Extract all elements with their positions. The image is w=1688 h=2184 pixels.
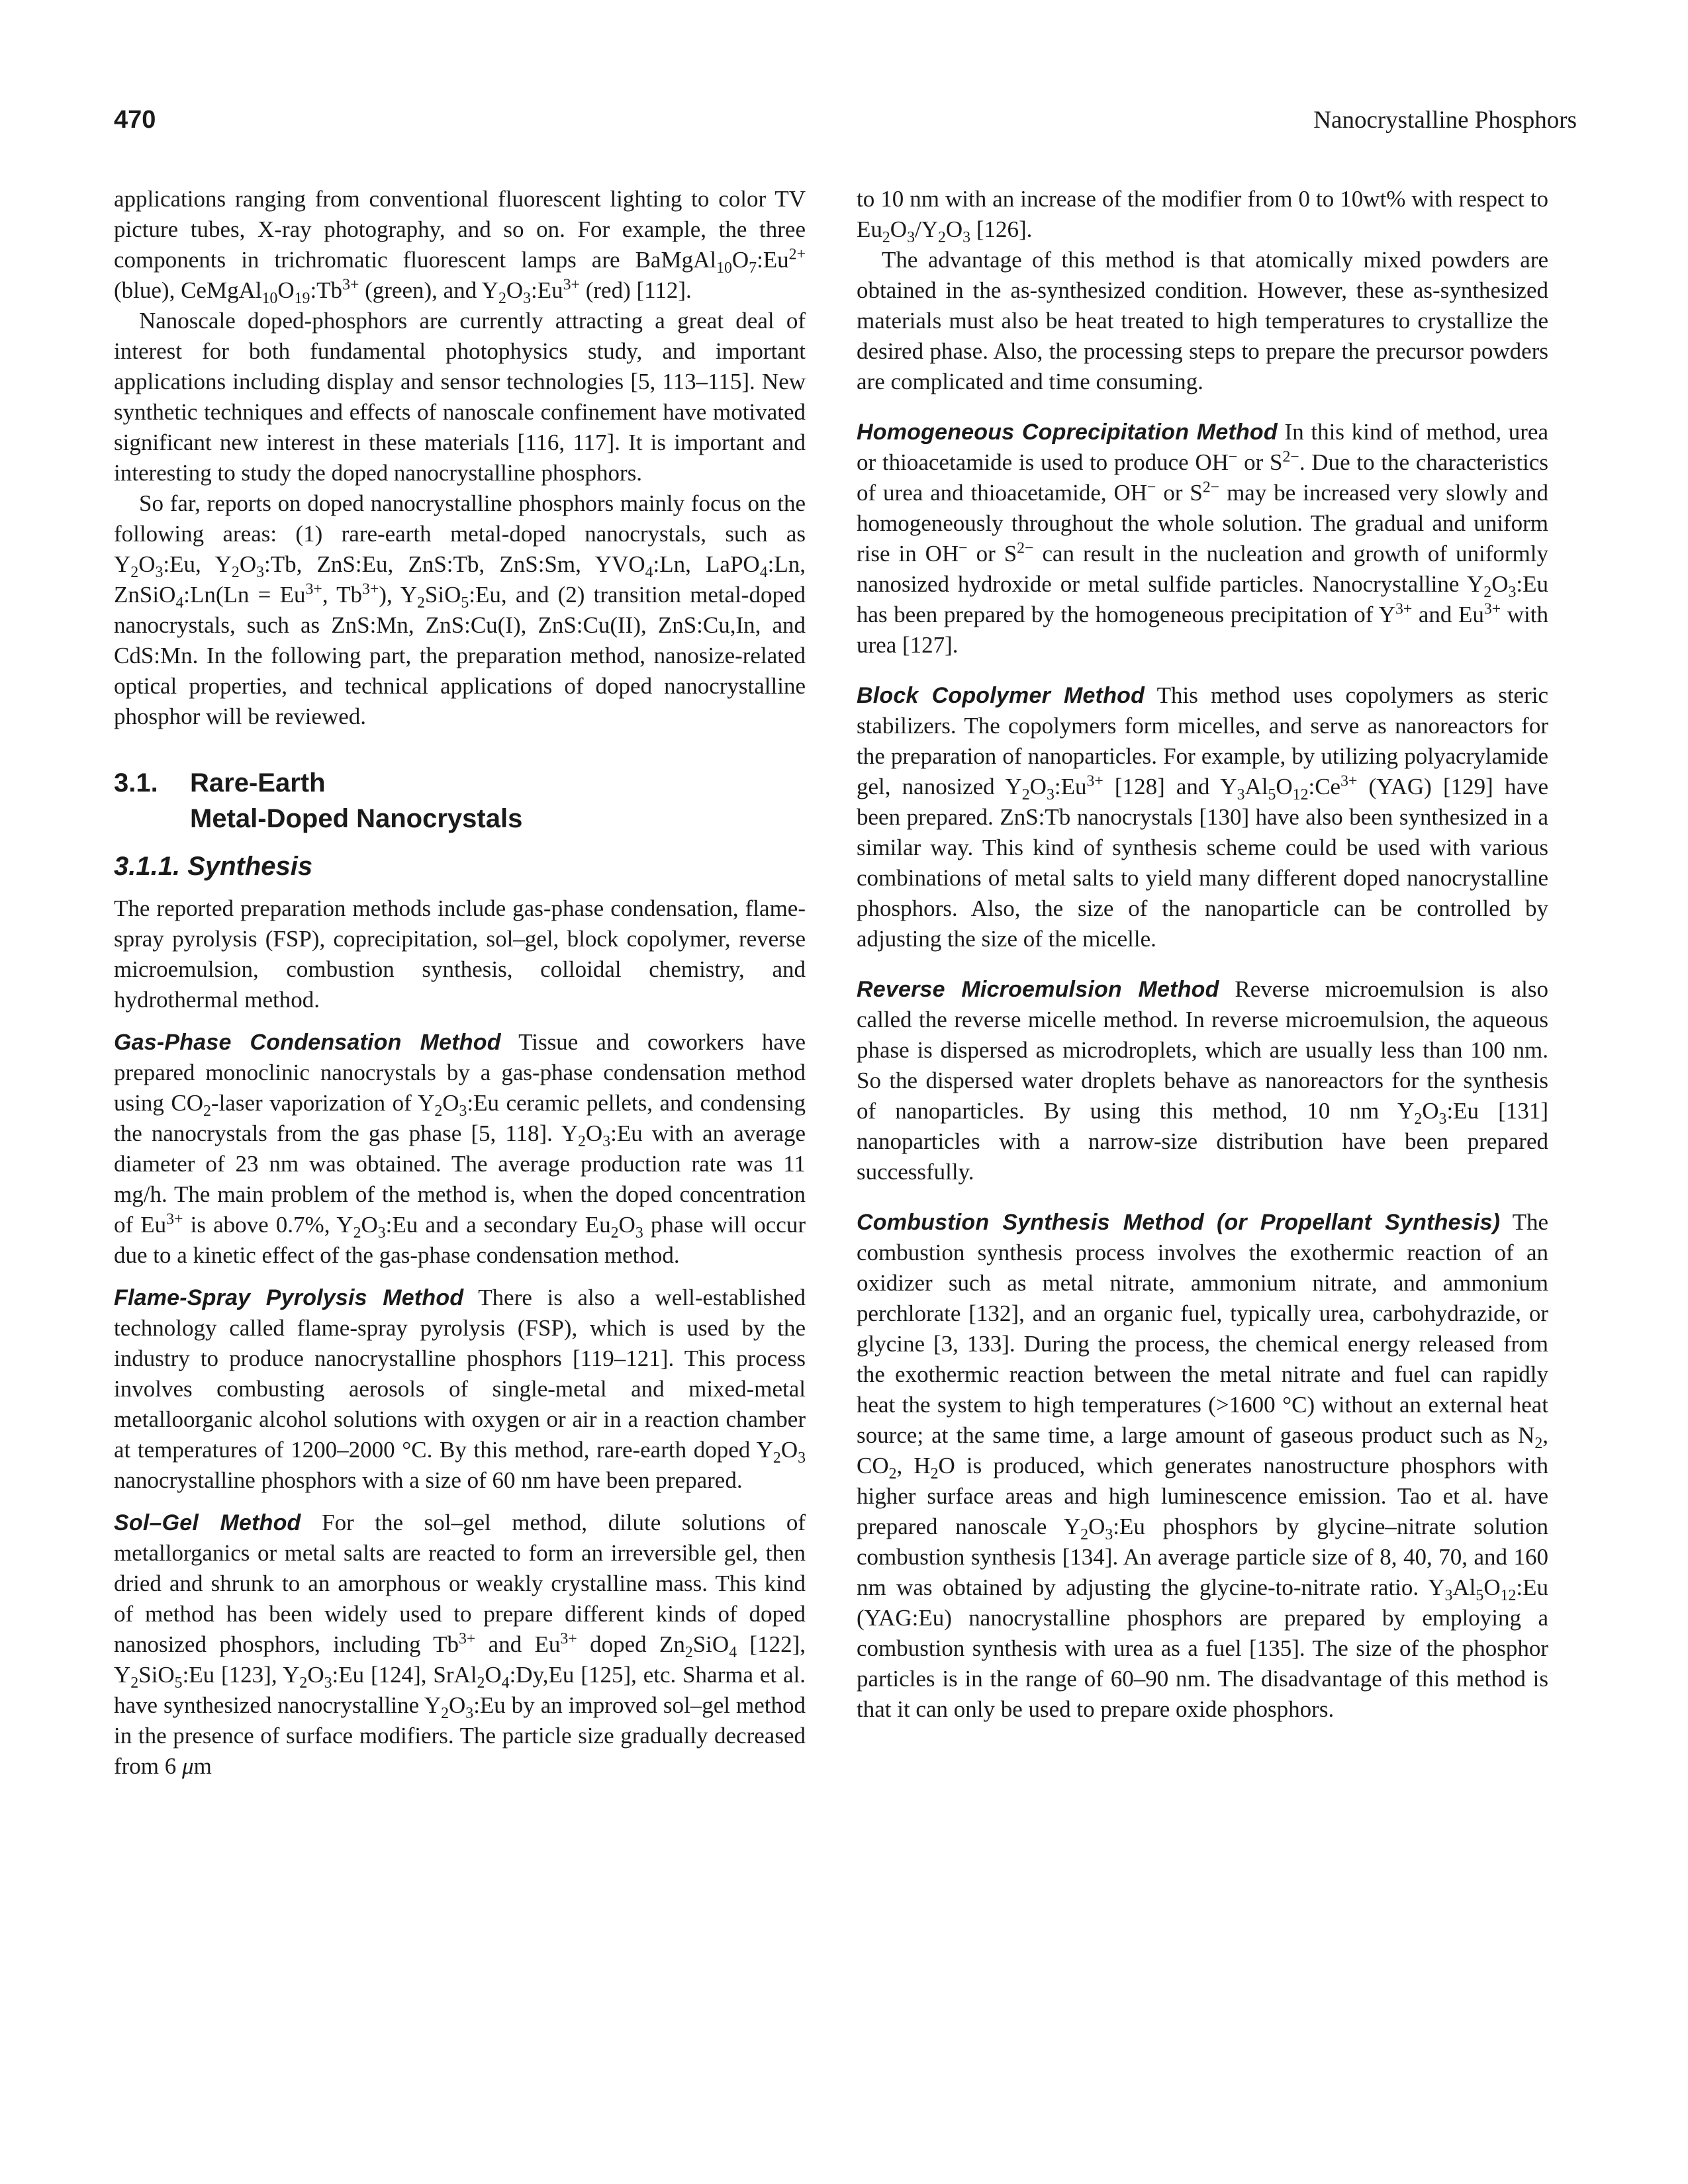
section-title-line1: Rare-Earth [190,768,326,797]
paragraph: applications ranging from conventional fluorescent lighting to color TV picture tubes, X-ray photography, and so on. For example, the three components in trichromatic fluorescent lamps are $BaMgAl_{10}O_7:Eu^{2+}$ (blue), $CeMgAl_{10}O_{19}:Tb^{3+}$ (green), and $Y_2O_3:Eu^{3+}$ (red) [112]. [114,186,806,307]
run-in-heading: Homogeneous Coprecipitation Method [857,420,1278,445]
section-heading [114,765,806,837]
paragraph: Homogeneous Coprecipitation Method In this kind of method, urea or thioacetamide is used to produce OH− or $S^{2-}$. Due to the characteristics of urea and thioacetamide, OH− or $S^{2-}$ may be increased very slowly and homogeneously throughout the whole solution. The gradual and uniform rise in OH− or $S^{2-}$ can result in the nucleation and growth of uniformly nanosized hydroxide or metal sulfide particles. Nanocrystalline $Y_2O_3:Eu$ has been prepared by the homogeneous precipitation of $Y^{3+}$ and $Eu^{3+}$ with urea [127]. [857,419,1549,658]
paragraph: The reported preparation methods include gas-phase condensation, flame-spray pyrolysis (FSP), coprecipitation, sol–gel, block copolymer, reverse microemulsion, combustion synthesis, colloidal chemistry, and hydrothermal method. [114,895,806,1013]
run-in-heading: Flame-Spray Pyrolysis Method [114,1285,464,1310]
right-column [857,184,1548,1725]
run-in-heading: Gas-Phase Condensation Method [114,1030,501,1055]
paragraph: Sol–Gel Method For the sol–gel method, dilute solutions of metallorganics or metal salts are reacted to form an irreversible gel, then dried and shrunk to an amorphous or weakly crystalline mass. This kind of method has been widely used to prepare different kinds of doped nanosized phosphors, including $Tb^{3+}$ and $Eu^{3+}$ doped $Zn_2SiO_4$ [122], $Y_2SiO_5:Eu$ [123], $Y_2O_3:Eu$ [124], $SrAl_2O_4:Dy,Eu$ [125], etc. Sharma et al. have synthesized nanocrystalline $Y_2O_3:Eu$ by an improved sol–gel method in the presence of surface modifiers. The particle size gradually decreased from 6 μm [114,1510,806,1779]
run-in-heading: Reverse Microemulsion Method [857,977,1219,1002]
paragraph: So far, reports on doped nanocrystalline phosphors mainly focus on the following areas: (1) rare-earth metal-doped nanocrystals, such as $Y_2O_3:Eu$, $Y_2O_3:Tb$, ZnS:Eu, ZnS:Tb, ZnS:Sm, $YVO_4:Ln$, LaPO$_4$:Ln, ZnSiO$_4$:Ln(Ln = $Eu^{3+}$, $Tb^{3+}$), $Y_2SiO_5:Eu$, and (2) transition metal-doped nanocrystals, such as ZnS:Mn, ZnS:Cu(I), ZnS:Cu(II), ZnS:Cu,In, and CdS:Mn. In the following part, the preparation method, nanosize-related optical properties, and technical applications of doped nanocrystalline phosphor will be reviewed. [114,490,806,729]
subsection-heading: 3.1.1. Synthesis [114,852,313,881]
paragraph: The advantage of this method is that atomically mixed powders are obtained in the as-synthesized condition. However, these as-synthesized materials must also be heat treated to high temperatures to crystallize the desired phase. Also, the processing steps to prepare the precursor powders are complicated and time consuming. [857,247,1548,394]
paragraph: Flame-Spray Pyrolysis Method There is also a well-established technology called flame-spray pyrolysis (FSP), which is used by the industry to produce nanocrystalline phosphors [119–121]. This process involves combusting aerosols of single-metal and mixed-metal metalloorganic alcohol solutions with oxygen or air in a reaction chamber at temperatures of 1200–2000 °C. By this method, rare-earth doped $Y_2O_3$ nanocrystalline phosphors with a size of 60 nm have been prepared. [114,1285,806,1493]
run-in-heading: Combustion Synthesis Method [857,1210,1204,1235]
paragraph: Combustion Synthesis Method (or Propellant Synthesis) The combustion synthesis process involves the exothermic reaction of an oxidizer such as metal nitrate, ammonium nitrate, and ammonium perchlorate [132], and an organic fuel, typically urea, carbohydrazide, or glycine [3, 133]. During the process, the chemical energy released from the exothermic reaction between the metal nitrate and fuel can rapidly heat the system to high temperatures (>1600 °C) without an external heat source; at the same time, a large amount of gaseous product such as $N_2$, $CO_2$, $H_2O$ is produced, which generates nanostructure phosphors with higher surface areas and high luminescence emission. Tao et al. have prepared nanoscale $Y_2O_3:Eu$ phosphors by glycine–nitrate solution combustion synthesis [134]. An average particle size of 8, 40, 70, and 160 nm was obtained by adjusting the glycine-to-nitrate ratio. $Y_3Al_5O_{12}:Eu$ (YAG:Eu) nanocrystalline phosphors are prepared by employing a combustion synthesis with urea as a fuel [135]. The size of the phosphor particles is in the range of 60–90 nm. The disadvantage of this method is that it can only be used to prepare oxide phosphors. [857,1209,1548,1722]
section-number: 3.1. [114,768,158,797]
run-in-heading-alt: or Propellant Synthesis [1224,1210,1493,1235]
paragraph: to 10 nm with an increase of the modifier from 0 to 10wt% with respect to $Eu_2O_3/Y_2O_3$ [126]. [857,186,1548,246]
paragraph: Block Copolymer Method This method uses copolymers as steric stabilizers. The copolymers form micelles, and serve as nanoreactors for the preparation of nanoparticles. For example, by utilizing polyacrylamide gel, nanosized $Y_2O_3:Eu^{3+}$ [128] and $Y_3Al_5O_{12}:Ce^{3+}$ (YAG) [129] have been prepared. ZnS:Tb nanocrystals [130] have also been synthesized in a similar way. This kind of synthesis scheme could be used with various combinations of metal salts to yield many different doped nanocrystalline phosphors. Also, the size of the nanoparticle can be controlled by adjusting the size of the micelle. [857,682,1549,952]
run-in-heading: Sol–Gel Method [114,1510,301,1535]
left-column [114,184,806,1782]
paragraph: Gas-Phase Condensation Method Tissue and coworkers have prepared monoclinic nanocrystals by a gas-phase condensation method using $CO_2$-laser vaporization of $Y_2O_3:Eu$ ceramic pellets, and condensing the nanocrystals from the gas phase [5, 118]. $Y_2O_3:Eu$ with an average diameter of 23 nm was obtained. The average production rate was 11 mg/h. The main problem of the method is, when the doped concentration of $Eu^{3+}$ is above 0.7%, $Y_2O_3:Eu$ and a secondary $Eu_2O_3$ phase will occur due to a kinetic effect of the gas-phase condensation method. [114,1029,806,1268]
section-title-line2: Metal-Doped Nanocrystals [190,804,523,833]
running-title: Nanocrystalline Phosphors [1313,107,1577,134]
paragraph: Reverse Microemulsion Method Reverse microemulsion is also called the reverse micelle method. In reverse microemulsion, the aqueous phase is dispersed as microdroplets, which are usually less than 100 nm. So the dispersed water droplets behave as nanoreactors for the synthesis of nanoparticles. By using this method, 10 nm $Y_2O_3:Eu$ [131] nanoparticles with a narrow-size distribution have been prepared successfully. [857,976,1549,1185]
paragraph: Nanoscale doped-phosphors are currently attracting a great deal of interest for both fundamental photophysics study, and important applications including display and sensor technologies [5, 113–115]. New synthetic techniques and effects of nanoscale confinement have motivated significant new interest in these materials [116, 117]. It is important and interesting to study the doped nanocrystalline phosphors. [114,308,806,486]
run-in-heading: Block Copolymer Method [857,683,1145,708]
page-number: 470 [114,106,156,134]
